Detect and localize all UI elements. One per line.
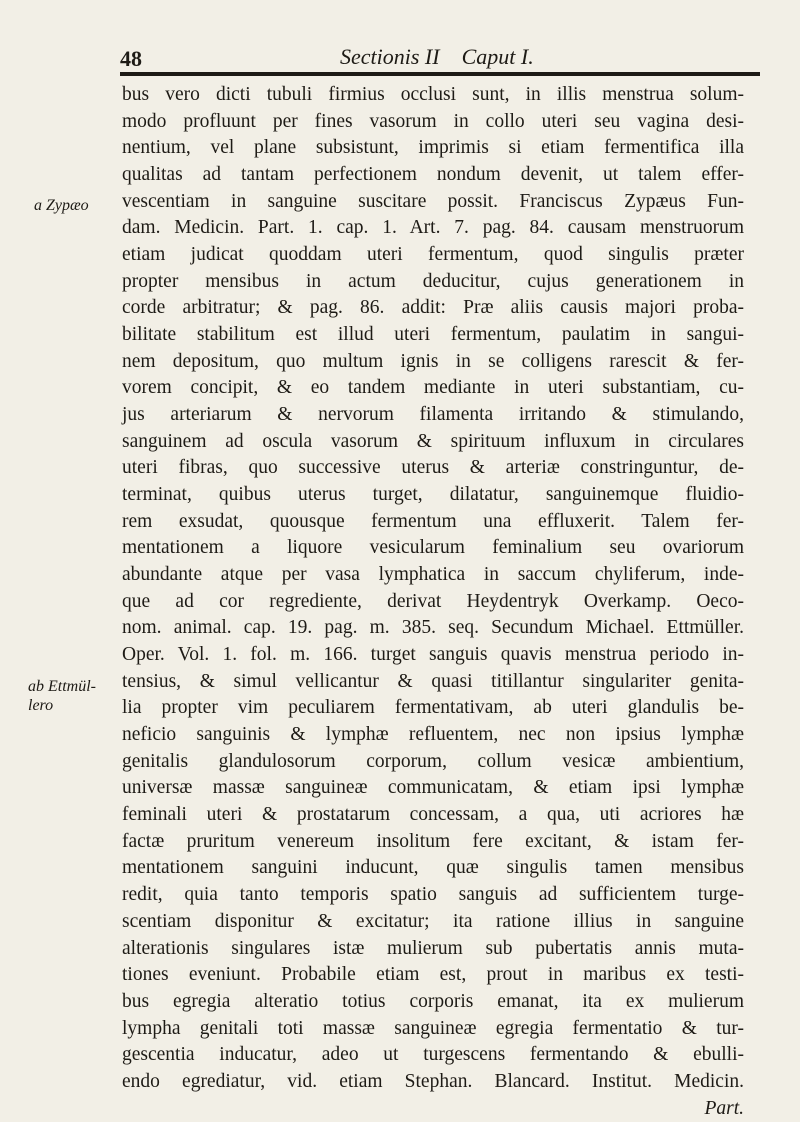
text-line: propter mensibus in actum deducitur, cujus generationem in <box>122 270 744 292</box>
text-line: rem exsudat, quousque fermentum una effluxerit. Talem fer- <box>122 510 744 532</box>
margin-note: ab Ettmül-lero <box>28 678 96 714</box>
running-head <box>340 44 534 70</box>
text-line: que ad cor regrediente, derivat Heydentryk Overkamp. Oeco- <box>122 590 744 612</box>
text-line: scentiam disponitur & excitatur; ita ratione illius in sanguine <box>122 910 744 932</box>
text-line: qualitas ad tantam perfectionem nondum devenit, ut talem effer- <box>122 164 744 186</box>
text-line: factæ pruritum venereum insolitum fere excitant, & istam fer- <box>122 830 744 852</box>
text-line: redit, quia tanto temporis spatio sanguis ad sufficientem turge- <box>122 884 744 906</box>
text-line: corde arbitratur; & pag. 86. addit: Præ aliis causis majori proba- <box>122 297 744 319</box>
text-line: nem depositum, quo multum ignis in se colligens rarescit & fer- <box>122 350 744 372</box>
text-line: terminat, quibus uterus turget, dilatatur, sanguinemque fluidio- <box>122 484 744 506</box>
text-line: lia propter vim peculiarem fermentativam, ab uteri glandulis be- <box>122 697 744 719</box>
text-line: jus arteriarum & nervorum filamenta irritando & stimulando, <box>122 404 744 426</box>
text-line: genitalis glandulosorum corporum, collum vesicæ ambientium, <box>122 750 744 772</box>
text-line: tensius, & simul vellicantur & quasi titillantur singulariter genita- <box>122 670 744 692</box>
text-line: mentationem sanguini inducunt, quæ singulis tamen mensibus <box>122 857 744 879</box>
text-line: nentium, vel plane subsistunt, imprimis si etiam fermentifica illa <box>122 137 744 159</box>
text-line: vorem concipit, & eo tandem mediante in uteri substantiam, cu- <box>122 377 744 399</box>
text-line: dam. Medicin. Part. 1. cap. 1. Art. 7. pag. 84. causam menstruorum <box>122 217 744 239</box>
text-line: Oper. Vol. 1. fol. m. 166. turget sanguis quavis menstrua periodo in- <box>122 644 744 666</box>
text-line: universæ massæ sanguineæ communicatam, & etiam ipsi lymphæ <box>122 777 744 799</box>
text-line: Part. <box>704 1097 744 1119</box>
text-line: sanguinem ad oscula vasorum & spirituum influxum in circulares <box>122 430 744 452</box>
text-line: bus vero dicti tubuli firmius occlusi sunt, in illis menstrua solum- <box>122 84 744 105</box>
text-line: gescentia inducatur, adeo ut turgescens fermentando & ebulli- <box>122 1044 744 1066</box>
text-line: modo profluunt per fines vasorum in collo uteri seu vagina desi- <box>122 110 744 132</box>
header-rule <box>120 72 760 76</box>
text-line: alterationis singulares istæ mulierum sub pubertatis annis muta- <box>122 937 744 959</box>
text-line: bus egregia alteratio totius corporis emanat, ita ex mulierum <box>122 990 744 1012</box>
text-line: mentationem a liquore vesicularum feminalium seu ovariorum <box>122 537 744 559</box>
text-line: feminali uteri & prostatarum concessam, a qua, uti acriores hæ <box>122 804 744 826</box>
text-line: endo egrediatur, vid. etiam Stephan. Blancard. Institut. Medicin. <box>122 1070 744 1092</box>
text-line: nom. animal. cap. 19. pag. m. 385. seq. Secundum Michael. Ettmüller. <box>122 617 744 639</box>
running-head-chapter: Caput I. <box>461 44 534 69</box>
page-header <box>120 40 760 70</box>
text-line: tiones eveniunt. Probabile etiam est, prout in maribus ex testi- <box>122 964 744 986</box>
page-number: 48 <box>120 46 142 71</box>
margin-note: a Zypæo <box>34 197 89 214</box>
body-text <box>122 82 744 1122</box>
running-head-section: Sectionis II <box>340 44 440 69</box>
text-line: lympha genitali toti massæ sanguineæ egregia fermentatio & tur- <box>122 1017 744 1039</box>
text-line: bilitate stabilitum est illud uteri fermentum, paulatim in sangui- <box>122 324 744 346</box>
text-line: uteri fibras, quo successive uterus & arteriæ constringuntur, de- <box>122 457 744 479</box>
text-line: etiam judicat quoddam uteri fermentum, quod singulis præter <box>122 244 744 266</box>
text-line: abundante atque per vasa lymphatica in saccum chyliferum, inde- <box>122 564 744 586</box>
text-line: neficio sanguinis & lymphæ refluentem, nec non ipsius lymphæ <box>122 724 744 746</box>
text-line: vescentiam in sanguine suscitare possit. Franciscus Zypæus Fun- <box>122 190 744 212</box>
